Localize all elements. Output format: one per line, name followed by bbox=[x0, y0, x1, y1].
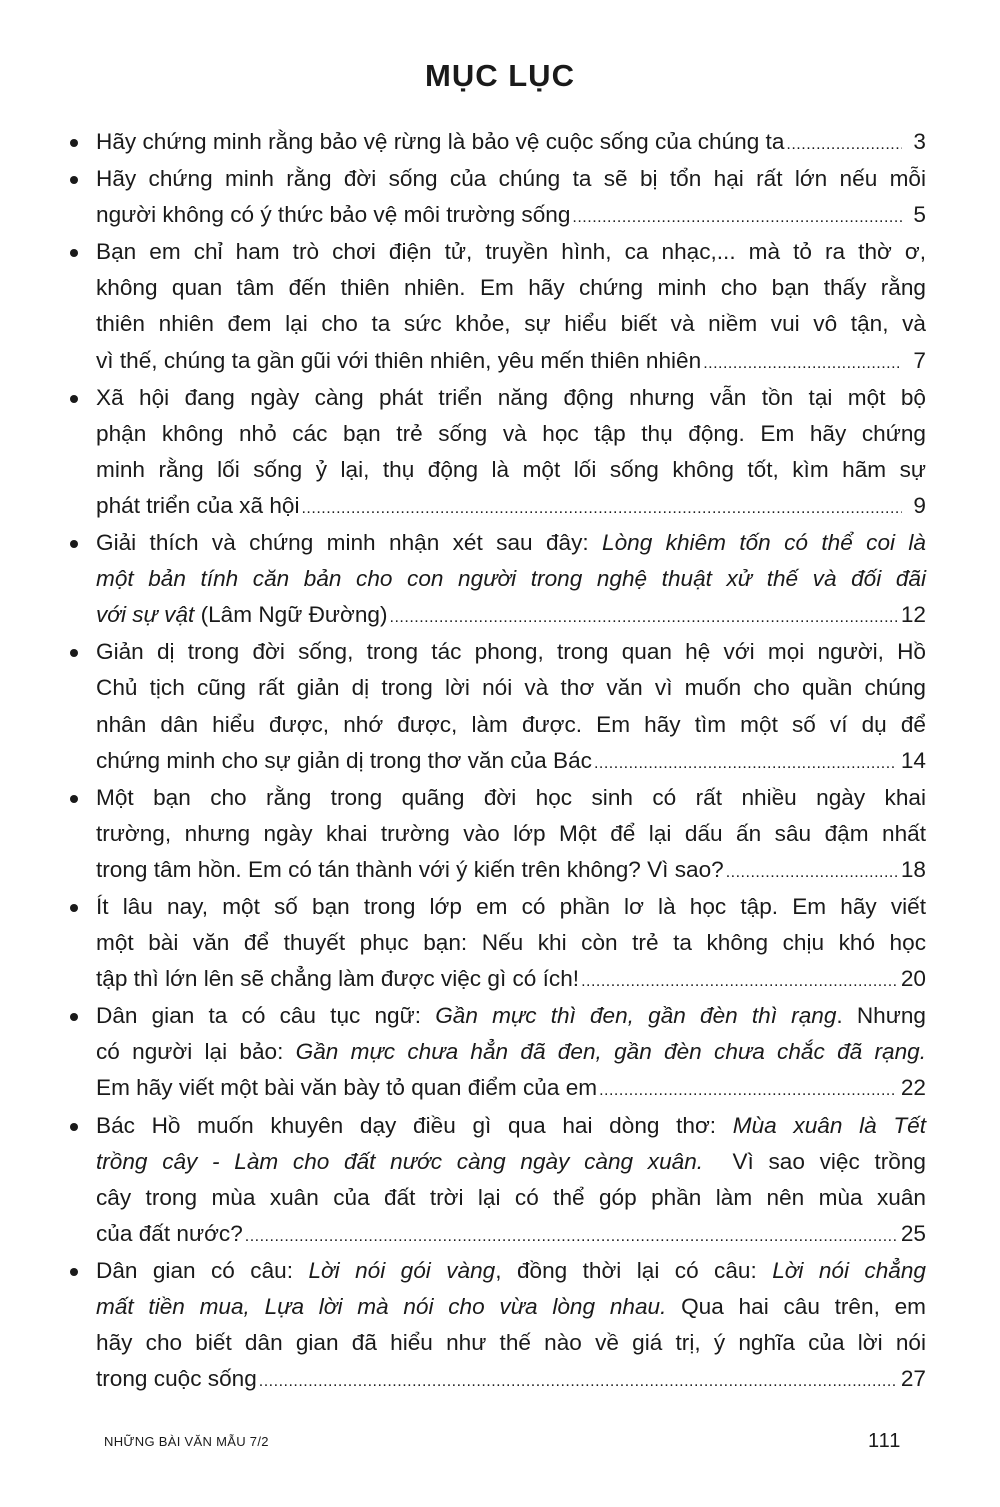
dot-leader bbox=[703, 346, 902, 382]
dot-leader bbox=[594, 746, 897, 782]
table-of-contents bbox=[64, 124, 926, 1398]
toc-entry bbox=[64, 998, 926, 1106]
toc-entry bbox=[64, 124, 926, 160]
entry-line bbox=[96, 889, 926, 925]
page-number: 111 bbox=[868, 1430, 902, 1452]
entry-line bbox=[96, 306, 926, 342]
toc-entry bbox=[64, 780, 926, 888]
entry-last-line bbox=[96, 197, 926, 233]
dot-leader bbox=[786, 127, 902, 163]
italic-quote-text: với sự vật bbox=[96, 602, 195, 628]
entry-last-line bbox=[96, 124, 926, 160]
entry-text: cây trong mùa xuân của đất trời lại có thể góp phần làm nên mùa xuân bbox=[96, 1184, 926, 1210]
entry-text: chứng minh cho sự giản dị trong thơ văn của Bác bbox=[96, 747, 592, 773]
entry-text: của đất nước? bbox=[96, 1220, 243, 1246]
bullet-icon bbox=[70, 649, 78, 657]
entry-line bbox=[96, 234, 926, 270]
bullet-icon bbox=[70, 904, 78, 912]
entry-line bbox=[96, 816, 926, 852]
bullet-icon bbox=[70, 540, 78, 548]
entry-text: , đồng thời lại có câu: bbox=[495, 1257, 773, 1283]
italic-quote-text: Lời nói gói vàng bbox=[308, 1257, 496, 1283]
dot-leader bbox=[599, 1073, 897, 1109]
entry-text: không quan tâm đến thiên nhiên. Em hãy chứng minh cho bạn thấy rằng bbox=[96, 275, 926, 301]
entry-line bbox=[96, 161, 926, 197]
italic-quote-text: Gần mực chưa hẳn đã đen, gần đèn chưa chắc đã rạng. bbox=[295, 1039, 926, 1065]
entry-text: trường, nhưng ngày khai trường vào lớp Một để lại dấu ấn sâu đậm nhất bbox=[96, 820, 926, 846]
entry-page-number: 22 bbox=[900, 1075, 926, 1101]
entry-text: thiên nhiên đem lại cho ta sức khỏe, sự hiểu biết và niềm vui vô tận, và bbox=[96, 311, 926, 337]
entry-text: Xã hội đang ngày càng phát triển năng động nhưng vẫn tồn tại một bộ bbox=[96, 384, 926, 410]
entry-text: Ít lâu nay, một số bạn trong lớp em có phần lơ là học tập. Em hãy viết bbox=[96, 893, 926, 919]
entry-line bbox=[96, 634, 926, 670]
entry-line bbox=[96, 925, 926, 961]
entry-text: Vì sao việc trồng bbox=[703, 1148, 926, 1174]
italic-quote-text: một bản tính căn bản cho con người trong nghệ thuật xử thế và đối đãi bbox=[96, 566, 926, 592]
entry-line bbox=[96, 1108, 926, 1144]
entry-text: Em hãy viết một bài văn bày tỏ quan điểm của em bbox=[96, 1075, 598, 1101]
entry-text: có người lại bảo: bbox=[96, 1039, 296, 1065]
entry-line bbox=[96, 670, 926, 706]
book-title-footer: NHỮNG BÀI VĂN MẪU 7/2 bbox=[104, 1434, 269, 1449]
entry-page-number: 27 bbox=[900, 1366, 926, 1392]
entry-text: hãy cho biết dân gian đã hiểu như thế nào về giá trị, ý nghĩa của lời nói bbox=[96, 1330, 926, 1356]
toc-entry bbox=[64, 380, 926, 524]
toc-entry bbox=[64, 634, 926, 778]
entry-line bbox=[96, 380, 926, 416]
entry-text: minh rằng lối sống ỷ lại, thụ động là một lối sống không tốt, kìm hãm sự bbox=[96, 456, 926, 482]
entry-line bbox=[96, 998, 926, 1034]
entry-text: một bài văn để thuyết phục bạn: Nếu khi còn trẻ ta không chịu khó học bbox=[96, 930, 926, 956]
dot-leader bbox=[581, 964, 897, 1000]
bullet-icon bbox=[70, 249, 78, 257]
bullet-icon bbox=[70, 176, 78, 184]
entry-line bbox=[96, 1034, 926, 1070]
entry-last-line bbox=[96, 743, 926, 779]
entry-page-number: 3 bbox=[913, 129, 926, 154]
italic-quote-text: mất tiền mua, Lựa lời mà nói cho vừa lòng nhau. bbox=[96, 1294, 667, 1319]
entry-line bbox=[96, 1325, 926, 1361]
entry-last-line bbox=[96, 488, 926, 524]
entry-text: Giản dị trong đời sống, trong tác phong, trong quan hệ với mọi người, Hồ bbox=[96, 639, 926, 665]
entry-text: Qua hai câu trên, em bbox=[666, 1294, 926, 1319]
entry-line bbox=[96, 452, 926, 488]
entry-text: (Lâm Ngữ Đường) bbox=[194, 602, 388, 628]
dot-leader bbox=[245, 1219, 897, 1255]
entry-last-line bbox=[96, 961, 926, 997]
page-title: MỤC LỤC bbox=[425, 58, 575, 93]
entry-last-line bbox=[96, 1216, 926, 1252]
bullet-icon bbox=[70, 1123, 78, 1131]
toc-entry bbox=[64, 161, 926, 233]
entry-text: Dân gian có câu: bbox=[96, 1257, 309, 1283]
entry-page-number: 18 bbox=[900, 856, 926, 882]
entry-last-line bbox=[96, 1070, 926, 1106]
entry-text: trong cuộc sống bbox=[96, 1366, 257, 1392]
italic-quote-text: Gần mực thì đen, gần đèn thì rạng bbox=[435, 1003, 837, 1029]
entry-line bbox=[96, 270, 926, 306]
entry-text: người không có ý thức bảo vệ môi trường sống bbox=[96, 202, 571, 228]
toc-entry bbox=[64, 889, 926, 997]
bullet-icon bbox=[70, 795, 78, 803]
entry-line bbox=[96, 707, 926, 743]
toc-entry bbox=[64, 525, 926, 633]
entry-text: phận không nhỏ các bạn trẻ sống và học tập thụ động. Em hãy chứng bbox=[96, 420, 926, 446]
entry-line bbox=[96, 1289, 926, 1325]
entry-page-number: 14 bbox=[900, 747, 926, 773]
entry-text: Chủ tịch cũng rất giản dị trong lời nói và thơ văn vì muốn cho quần chúng bbox=[96, 675, 926, 701]
dot-leader bbox=[259, 1364, 897, 1400]
bullet-icon bbox=[70, 1268, 78, 1276]
entry-line bbox=[96, 525, 926, 561]
dot-leader bbox=[726, 855, 897, 891]
dot-leader bbox=[301, 491, 902, 527]
entry-page-number: 5 bbox=[913, 202, 926, 228]
entry-line bbox=[96, 1180, 926, 1216]
italic-quote-text: Lòng khiêm tốn có thể coi là bbox=[602, 530, 926, 556]
dot-leader bbox=[390, 600, 897, 636]
entry-text: Dân gian ta có câu tục ngữ: bbox=[96, 1003, 436, 1029]
entry-line bbox=[96, 780, 926, 816]
toc-entry bbox=[64, 234, 926, 378]
entry-text: Hãy chứng minh rằng đời sống của chúng ta sẽ bị tổn hại rất lớn nếu mỗi bbox=[96, 166, 926, 192]
entry-page-number: 20 bbox=[900, 966, 926, 992]
entry-last-line bbox=[96, 343, 926, 379]
entry-last-line bbox=[96, 597, 926, 633]
entry-page-number: 12 bbox=[900, 602, 926, 628]
entry-text: Bác Hồ muốn khuyên dạy điều gì qua hai dòng thơ: bbox=[96, 1112, 733, 1138]
entry-text: nhân dân hiểu được, nhớ được, làm được. Em hãy tìm một số ví dụ để bbox=[96, 711, 926, 737]
bullet-icon bbox=[70, 1013, 78, 1021]
entry-page-number: 25 bbox=[900, 1220, 926, 1246]
entry-last-line bbox=[96, 852, 926, 888]
entry-text: vì thế, chúng ta gần gũi với thiên nhiên, yêu mến thiên nhiên bbox=[96, 347, 702, 373]
entry-text: Bạn em chỉ ham trò chơi điện tử, truyền hình, ca nhạc,... mà tỏ ra thờ ơ, bbox=[96, 239, 926, 265]
entry-text: Giải thích và chứng minh nhận xét sau đây: bbox=[96, 530, 603, 556]
entry-line bbox=[96, 1144, 926, 1180]
italic-quote-text: Lời nói chẳng bbox=[772, 1257, 926, 1283]
entry-page-number: 9 bbox=[913, 492, 926, 518]
entry-text: Hãy chứng minh rằng bảo vệ rừng là bảo vệ cuộc sống của chúng ta bbox=[96, 129, 785, 154]
entry-text: trong tâm hồn. Em có tán thành với ý kiến trên không? Vì sao? bbox=[96, 856, 724, 882]
entry-line bbox=[96, 561, 926, 597]
entry-page-number: 7 bbox=[913, 347, 926, 373]
bullet-icon bbox=[70, 139, 78, 147]
entry-line bbox=[96, 416, 926, 452]
dot-leader bbox=[572, 200, 902, 236]
entry-line bbox=[96, 1253, 926, 1289]
entry-text: phát triển của xã hội bbox=[96, 492, 300, 518]
entry-last-line bbox=[96, 1361, 926, 1397]
entry-text: tập thì lớn lên sẽ chẳng làm được việc gì có ích! bbox=[96, 966, 580, 992]
italic-quote-text: Mùa xuân là Tết bbox=[732, 1112, 926, 1138]
entry-text: Một bạn cho rằng trong quãng đời học sinh có rất nhiều ngày khai bbox=[96, 784, 926, 810]
italic-quote-text: trồng cây - Làm cho đất nước càng ngày càng xuân. bbox=[96, 1148, 704, 1174]
bullet-icon bbox=[70, 395, 78, 403]
toc-entry bbox=[64, 1253, 926, 1397]
entry-text: . Nhưng bbox=[836, 1003, 926, 1029]
toc-entry bbox=[64, 1108, 926, 1252]
